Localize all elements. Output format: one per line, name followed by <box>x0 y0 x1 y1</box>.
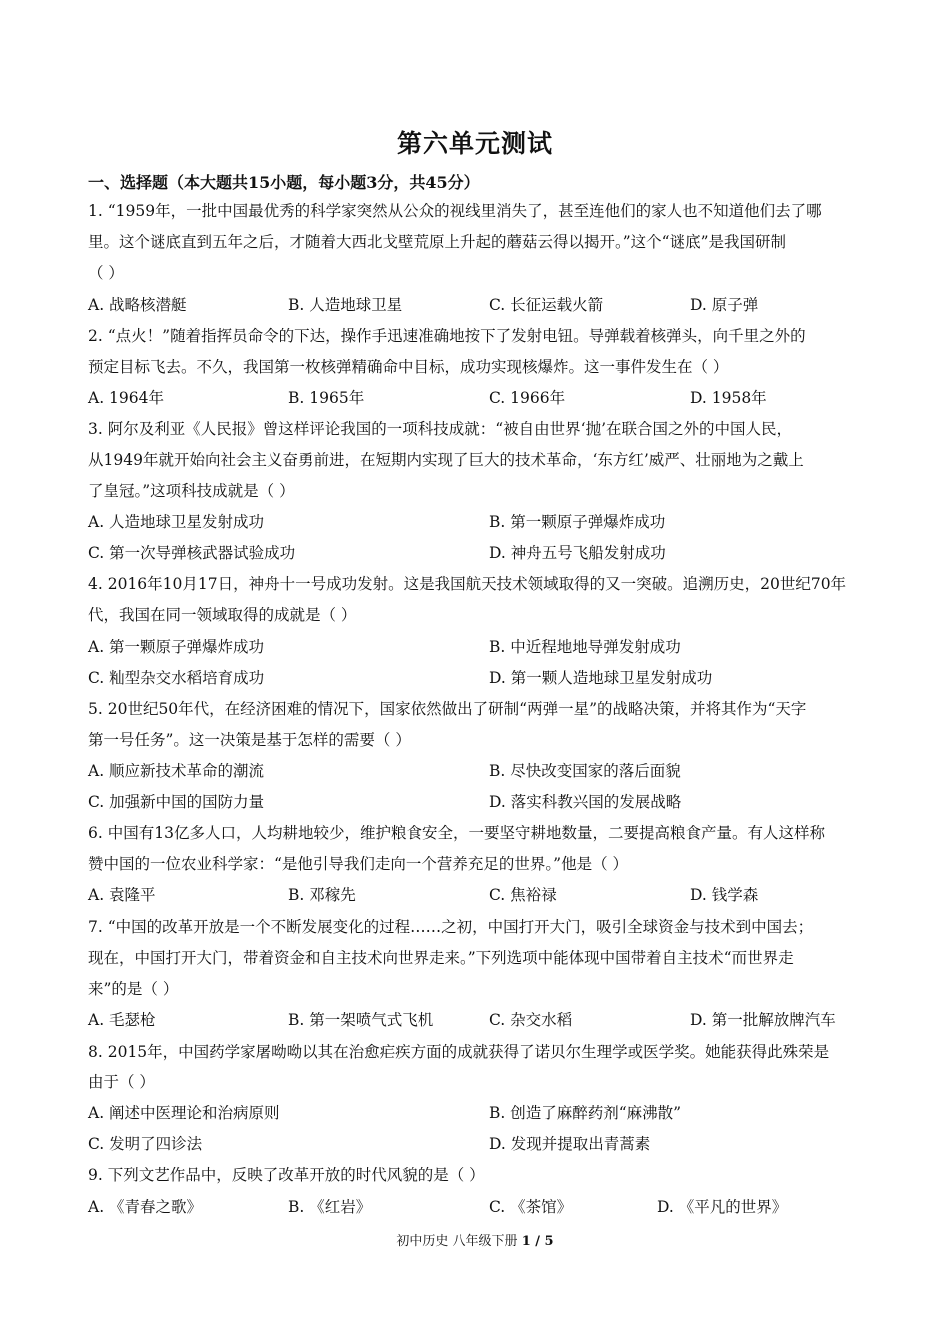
option-d: D. 发现并提取出青蒿素 <box>489 1135 651 1153</box>
option-c: C. 焦裕禄 <box>489 886 557 904</box>
question-line: 来”的是（ ） <box>88 980 179 998</box>
question-line: 4. 2016年10月17日，神舟十一号成功发射。这是我国航天技术领域取得的又一突破。追溯历史，20世纪70年 <box>88 575 847 593</box>
question-line: 代，我国在同一领域取得的成就是（ ） <box>88 606 357 624</box>
option-c: C. 杂交水稻 <box>489 1011 573 1029</box>
option-b: B. 《红岩》 <box>288 1198 372 1216</box>
question-line: 5. 20世纪50年代，在经济困难的情况下，国家依然做出了研制“两弹一星”的战略决策，并将其作为“天字 <box>88 700 807 718</box>
question-line: 9. 下列文艺作品中，反映了改革开放的时代风貌的是（ ） <box>88 1166 485 1184</box>
option-c: C. 长征运载火箭 <box>489 296 604 314</box>
question-line: 里。这个谜底直到五年之后，才随着大西北戈壁荒原上升起的蘑菇云得以揭开。”这个“谜底”是我国研制 <box>88 233 787 251</box>
question-line: 赞中国的一位农业科学家：“是他引导我们走向一个营养充足的世界。”他是（ ） <box>88 855 629 873</box>
question-line: （ ） <box>88 264 124 282</box>
option-b: B. 中近程地地导弹发射成功 <box>489 638 681 656</box>
option-d: D. 钱学森 <box>690 886 759 904</box>
option-b: B. 人造地球卫星 <box>288 296 403 314</box>
option-a: A. 阐述中医理论和治病原则 <box>88 1104 280 1122</box>
option-c: C. 籼型杂交水稻培育成功 <box>88 669 265 687</box>
option-a: A. 袁隆平 <box>88 886 156 904</box>
question-line: 2. “点火！”随着指挥员命令的下达，操作手迅速准确地按下了发射电钮。导弹载着核弹头，向千里之外的 <box>88 327 806 345</box>
option-b: B. 尽快改变国家的落后面貌 <box>489 762 681 780</box>
option-a: A. 战略核潜艇 <box>88 296 187 314</box>
question-line: 1. “1959年，一批中国最优秀的科学家突然从公众的视线里消失了，甚至连他们的家人也不知道他们去了哪 <box>88 202 822 220</box>
option-d: D. 第一批解放牌汽车 <box>690 1011 836 1029</box>
question-line: 8. 2015年，中国药学家屠呦呦以其在治愈疟疾方面的成就获得了诺贝尔生理学或医学奖。她能获得此殊荣是 <box>88 1043 830 1061</box>
option-a: A. 第一颗原子弹爆炸成功 <box>88 638 265 656</box>
question-line: 第一号任务”。这一决策是基于怎样的需要（ ） <box>88 731 411 749</box>
option-b: B. 邓稼先 <box>288 886 356 904</box>
option-d: D. 原子弹 <box>690 296 759 314</box>
footer-text: 初中历史 八年级下册 <box>396 1234 522 1249</box>
option-c: C. 加强新中国的国防力量 <box>88 793 265 811</box>
option-c: C. 第一次导弹核武器试验成功 <box>88 544 296 562</box>
option-d: D. 《平凡的世界》 <box>657 1198 788 1216</box>
option-d: D. 落实科教兴国的发展战略 <box>489 793 682 811</box>
option-b: B. 第一架喷气式飞机 <box>288 1011 434 1029</box>
option-d: D. 1958年 <box>690 389 767 407</box>
option-a: A. 顺应新技术革命的潮流 <box>88 762 265 780</box>
question-line: 了皇冠。”这项科技成就是（ ） <box>88 482 295 500</box>
option-b: B. 创造了麻醉药剂“麻沸散” <box>489 1104 682 1122</box>
question-line: 现在，中国打开大门，带着资金和自主技术向世界走来。”下列选项中能体现中国带着自主技术“而世界走 <box>88 949 794 967</box>
option-d: D. 神舟五号飞船发射成功 <box>489 544 666 562</box>
option-a: A. 毛瑟枪 <box>88 1011 156 1029</box>
page-number: 1 / 5 <box>521 1234 554 1249</box>
question-line: 6. 中国有13亿多人口，人均耕地较少，维护粮食安全，一要坚守耕地数量，二要提高粮食产量。有人这样称 <box>88 824 825 842</box>
page-footer <box>0 1230 950 1249</box>
option-a: A. 人造地球卫星发射成功 <box>88 513 265 531</box>
option-a: A. 1964年 <box>88 389 164 407</box>
question-line: 7. “中国的改革开放是一个不断发展变化的过程……之初，中国打开大门，吸引全球资金与技术到中国去； <box>88 918 814 936</box>
section-heading: 一、选择题（本大题共15小题，每小题3分，共45分） <box>88 173 480 192</box>
question-line: 3. 阿尔及利亚《人民报》曾这样评论我国的一项科技成就：“被自由世界‘抛’在联合国之外的中国人民， <box>88 420 792 438</box>
option-b: B. 1965年 <box>288 389 365 407</box>
question-line: 从1949年就开始向社会主义奋勇前进，在短期内实现了巨大的技术革命，‘东方红’威严、壮丽地为之戴上 <box>88 451 804 469</box>
option-c: C. 《茶馆》 <box>489 1198 573 1216</box>
option-a: A. 《青春之歌》 <box>88 1198 203 1216</box>
page-title: 第六单元测试 <box>396 129 553 158</box>
option-b: B. 第一颗原子弹爆炸成功 <box>489 513 666 531</box>
question-line: 由于（ ） <box>88 1073 155 1091</box>
question-line: 预定目标飞去。不久，我国第一枚核弹精确命中目标，成功实现核爆炸。这一事件发生在（ ） <box>88 358 729 376</box>
option-c: C. 发明了四诊法 <box>88 1135 203 1153</box>
option-d: D. 第一颗人造地球卫星发射成功 <box>489 669 713 687</box>
option-c: C. 1966年 <box>489 389 566 407</box>
